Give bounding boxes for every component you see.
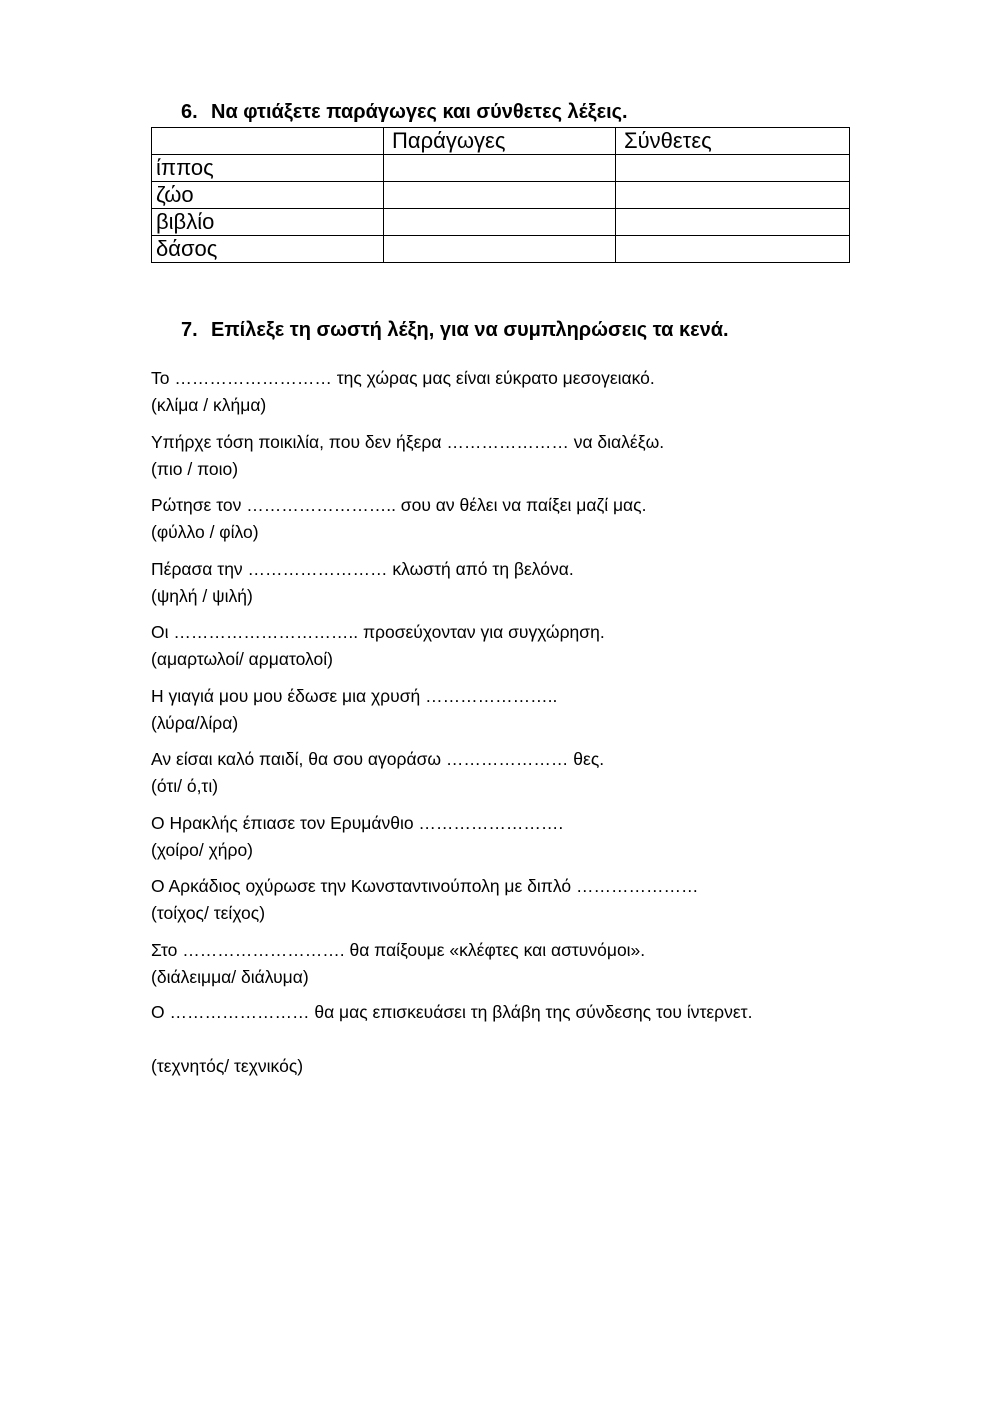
fill-blank-sentence[interactable]: Αν είσαι καλό παιδί, θα σου αγοράσω ………………… θες. xyxy=(151,749,605,769)
fill-blank-sentence[interactable]: Η γιαγιά μου μου έδωσε μια χρυσή ………………….. xyxy=(151,686,558,706)
exercise-7-heading xyxy=(181,319,729,342)
header-cell-compounds: Σύνθετες xyxy=(616,128,850,155)
fill-blank-sentence[interactable]: Οι ………………………….. προσεύχονταν για συγχώρηση. xyxy=(151,622,605,642)
word-choices: (φύλλο / φίλο) xyxy=(151,522,259,542)
fill-blank-sentence[interactable]: Πέρασα την …………………… κλωστή από τη βελόνα. xyxy=(151,559,574,579)
compound-answer-cell[interactable] xyxy=(616,182,850,209)
table-row xyxy=(152,182,850,209)
row-word: ίππος xyxy=(152,155,384,182)
compound-answer-cell[interactable] xyxy=(616,209,850,236)
fill-blank-sentence[interactable]: Στο ………………………. θα παίξουμε «κλέφτες και αστυνόμοι». xyxy=(151,940,646,960)
header-cell-empty xyxy=(152,128,384,155)
exercise-6-heading xyxy=(181,101,628,124)
derivative-answer-cell[interactable] xyxy=(384,209,616,236)
word-choices: (διάλειμμα/ διάλυμα) xyxy=(151,967,309,987)
compound-answer-cell[interactable] xyxy=(616,236,850,263)
derivative-answer-cell[interactable] xyxy=(384,236,616,263)
fill-blank-sentence[interactable]: Ο Ηρακλής έπιασε τον Ερυμάνθιο ……………………. xyxy=(151,813,564,833)
word-choices: (κλίμα / κλήμα) xyxy=(151,395,267,415)
fill-blank-sentence[interactable]: Ρώτησε τον …………………….. σου αν θέλει να παίξει μαζί μας. xyxy=(151,495,647,515)
word-choices: (ψηλή / ψιλή) xyxy=(151,586,253,606)
row-word: δάσος xyxy=(152,236,384,263)
exercise-7-number: 7. xyxy=(181,319,198,341)
word-choices: (πιο / ποιο) xyxy=(151,459,239,479)
word-choices: (τοίχος/ τείχος) xyxy=(151,903,266,923)
row-word: βιβλίο xyxy=(152,209,384,236)
word-formation-table xyxy=(151,127,850,263)
derivative-answer-cell[interactable] xyxy=(384,155,616,182)
fill-blank-sentence[interactable]: Υπήρχε τόση ποικιλία, που δεν ήξερα ………………… να διαλέξω. xyxy=(151,432,665,452)
table-row xyxy=(152,209,850,236)
fill-blank-sentence[interactable]: Το ……………………… της χώρας μας είναι εύκρατο μεσογειακό. xyxy=(151,368,655,388)
row-word: ζώο xyxy=(152,182,384,209)
fill-blank-sentence[interactable]: Ο Αρκάδιος οχύρωσε την Κωνσταντινούπολη με διπλό ………………… xyxy=(151,876,699,896)
word-choices: (χοίρο/ χήρο) xyxy=(151,840,254,860)
compound-answer-cell[interactable] xyxy=(616,155,850,182)
table-row xyxy=(152,155,850,182)
exercise-6-title: Να φτιάξετε παράγωγες και σύνθετες λέξεις. xyxy=(211,101,628,123)
fill-blank-sentence[interactable]: Ο …………………… θα μας επισκευάσει τη βλάβη της σύνδεσης του ίντερνετ. xyxy=(151,1002,753,1022)
word-choices: (λύρα/λίρα) xyxy=(151,713,239,733)
word-choices: (ότι/ ό,τι) xyxy=(151,776,219,796)
exercise-6-number: 6. xyxy=(181,101,198,123)
table-row xyxy=(152,236,850,263)
word-choices: (τεχνητός/ τεχνικός) xyxy=(151,1056,304,1076)
word-choices: (αμαρτωλοί/ αρματολοί) xyxy=(151,649,333,669)
exercise-7-title: Επίλεξε τη σωστή λέξη, για να συμπληρώσεις τα κενά. xyxy=(211,319,729,341)
derivative-answer-cell[interactable] xyxy=(384,182,616,209)
header-cell-derivatives: Παράγωγες xyxy=(384,128,616,155)
table-header-row xyxy=(152,128,850,155)
